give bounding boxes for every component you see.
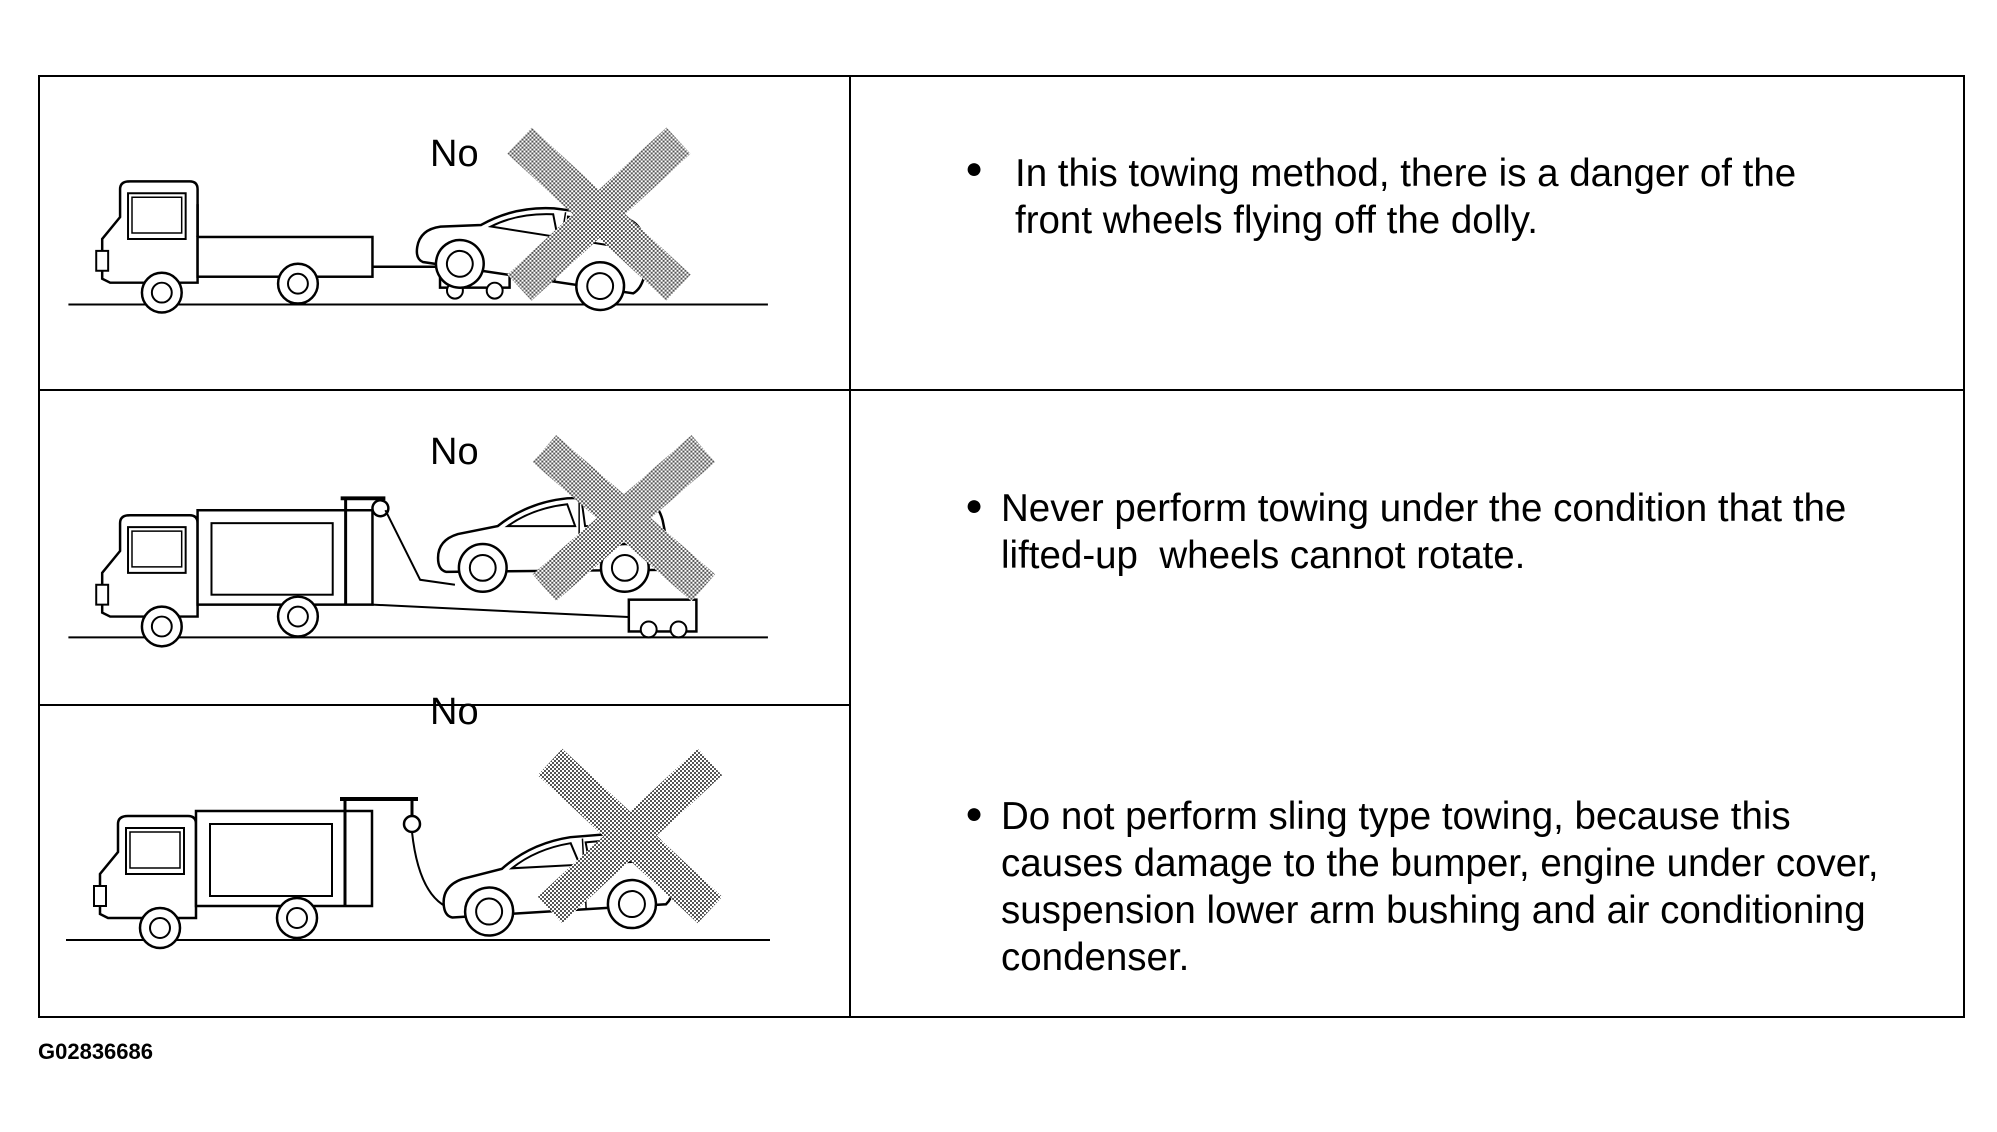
panel-3-illustration xyxy=(40,691,851,1018)
text-line: causes damage to the bumper, engine under cover, xyxy=(1001,842,1879,885)
wheel-lift-cradle-icon xyxy=(629,600,697,638)
text-line: front wheels flying off the dolly. xyxy=(1015,199,1538,242)
text-line: Never perform towing under the condition that the xyxy=(1001,487,1847,530)
bullet-icon: ● xyxy=(965,797,984,830)
text-line: In this towing method, there is a danger of the xyxy=(1015,152,1797,195)
dolly-towing-drawing xyxy=(40,77,849,389)
text-line: suspension lower arm bushing and air conditioning xyxy=(1001,889,1866,932)
caution-paragraph xyxy=(1001,485,1846,579)
sling-truck-icon xyxy=(94,799,420,948)
flatbed-truck-icon xyxy=(96,181,372,312)
sling-towing-drawing xyxy=(40,706,849,1018)
bullet-icon: ● xyxy=(965,489,984,522)
panel-1-caution-text xyxy=(851,77,1965,391)
panel-2-illustration xyxy=(40,391,851,706)
panel-3-no-label: No xyxy=(430,691,479,733)
figure-id-label: G02836686 xyxy=(38,1039,153,1064)
panel-2-3-caution-text xyxy=(851,391,1965,1018)
text-line: condenser. xyxy=(1001,936,1190,979)
text-line: Do not perform sling type towing, because this xyxy=(1001,795,1791,838)
text-line: lifted-up wheels cannot rotate. xyxy=(1001,534,1526,577)
panel-1-no-label: No xyxy=(430,133,479,175)
bullet-icon: ● xyxy=(965,152,984,185)
caution-paragraph xyxy=(1015,150,1796,244)
wrecker-truck-icon xyxy=(96,498,388,646)
caution-paragraph xyxy=(1001,793,1879,981)
panel-1-illustration xyxy=(40,77,851,391)
towing-caution-figure xyxy=(38,75,1965,1018)
panel-2-no-label: No xyxy=(430,431,479,473)
